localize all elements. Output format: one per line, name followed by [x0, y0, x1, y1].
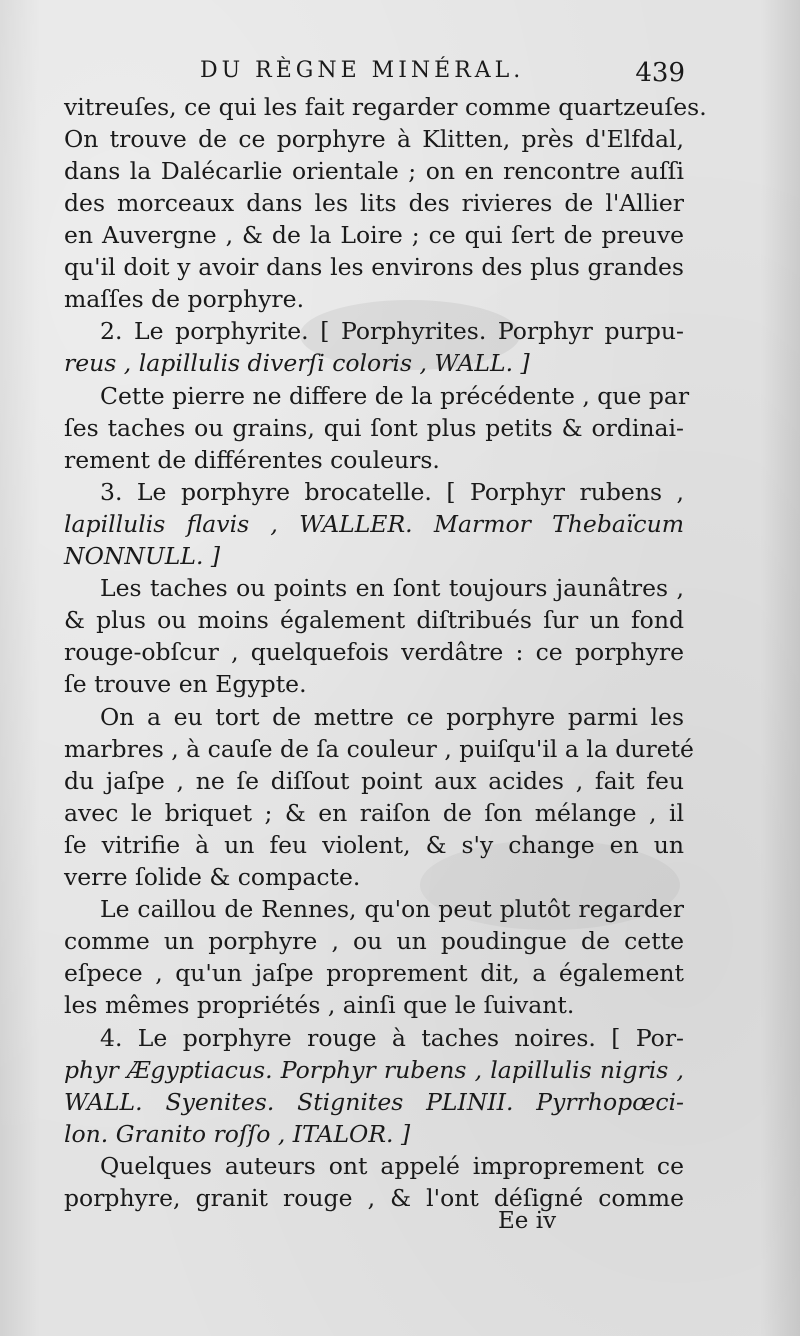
text-line: phyr Ægyptiacus. Porphyr rubens , lapillulis nigris , — [64, 1056, 684, 1084]
text-line: Le caillou de Rennes, qu'on peut plutôt regarder — [100, 895, 684, 923]
text-line: 2. Le porphyrite. [ Porphyrites. Porphyr purpu- — [100, 317, 684, 345]
text-line: vitreuſes, ce qui les fait regarder comme quartzeuſes. — [64, 93, 707, 121]
text-line: rouge-obſcur , quelquefois verdâtre : ce porphyre — [64, 638, 684, 666]
text-line: marbres , à cauſe de ſa couleur , puiſqu'il a la dureté — [64, 735, 694, 763]
text-line: 3. Le porphyre brocatelle. [ Porphyr rubens , — [100, 478, 684, 506]
text-line: On trouve de ce porphyre à Klitten, près d'Elfdal, — [64, 125, 684, 153]
text-line: maſſes de porphyre. — [64, 285, 305, 313]
text-line: ſe vitrifie à un feu violent, & s'y change en un — [64, 831, 684, 859]
text-line: lon. Granito roſſo , ITALOR. ] — [64, 1120, 411, 1148]
text-line: & plus ou moins également diſtribués ſur un fond — [64, 606, 684, 634]
text-line: 4. Le porphyre rouge à taches noires. [ Por- — [100, 1024, 684, 1052]
signature-mark: Ee iv — [498, 1208, 557, 1234]
text-line: porphyre, granit rouge , & l'ont déſigné comme — [64, 1184, 684, 1212]
running-head: DU RÈGNE MINÉRAL. — [200, 58, 525, 83]
text-line: dans la Dalécarlie orientale ; on en rencontre auſſi — [64, 157, 684, 185]
text-line: avec le briquet ; & en raiſon de ſon mélange , il — [64, 799, 684, 827]
text-line: lapillulis flavis , WALLER. Marmor Thebaïcum — [64, 510, 684, 538]
text-line: WALL. Syenites. Stignites PLINII. Pyrrhopœci- — [64, 1088, 684, 1116]
text-line: reus , lapillulis diverſi coloris , WALL. ] — [64, 349, 530, 377]
text-line: du jaſpe , ne ſe diſſout point aux acides , fait feu — [64, 767, 684, 795]
text-line: On a eu tort de mettre ce porphyre parmi les — [100, 703, 684, 731]
text-line: les mêmes propriétés , ainſi que le ſuivant. — [64, 991, 575, 1019]
text-line: Les taches ou points en ſont toujours jaunâtres , — [100, 574, 684, 602]
text-line: ſe trouve en Egypte. — [64, 670, 307, 698]
text-line: des morceaux dans les lits des rivieres de l'Allier — [64, 189, 684, 217]
text-line: rement de différentes couleurs. — [64, 446, 440, 474]
text-line: qu'il doit y avoir dans les environs des plus grandes — [64, 253, 684, 281]
text-line: eſpece , qu'un jaſpe proprement dit, a également — [64, 959, 684, 987]
text-line: Cette pierre ne differe de la précédente , que par — [100, 382, 690, 410]
text-line: ſes taches ou grains, qui ſont plus petits & ordinai- — [64, 414, 684, 442]
text-line: comme un porphyre , ou un poudingue de cette — [64, 927, 684, 955]
text-line: en Auvergne , & de la Loire ; ce qui ſert de preuve — [64, 221, 684, 249]
text-line: verre ſolide & compacte. — [64, 863, 361, 891]
text-line: NONNULL. ] — [64, 542, 221, 570]
text-line: Quelques auteurs ont appelé improprement ce — [100, 1152, 684, 1180]
page-number: 439 — [635, 58, 685, 88]
